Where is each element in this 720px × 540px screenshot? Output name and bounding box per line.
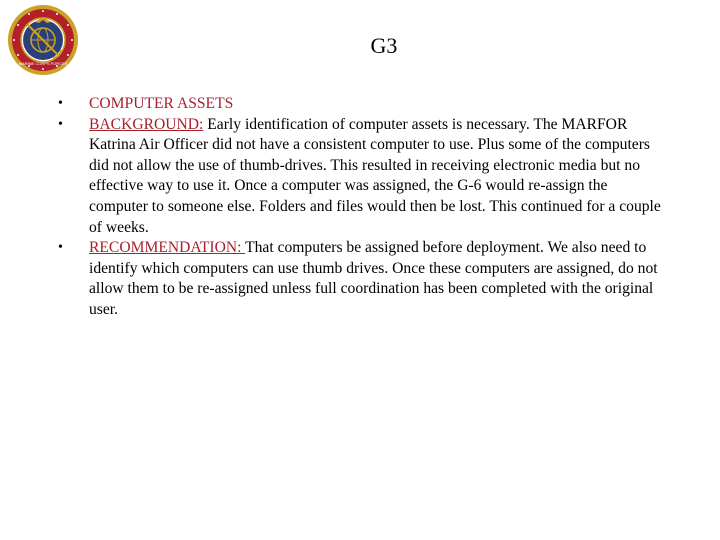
bullet-lead: RECOMMENDATION:	[89, 239, 246, 257]
bullet-item-recommendation	[58, 238, 668, 320]
bullet-dot-icon: •	[58, 240, 63, 256]
bullet-body: That computers be assigned before deployment. We also need to identify which computers can use thumb drives. Once these computers are assigned, do not allow them to be re-assigned unless full coordination has been completed with the original user.	[89, 239, 658, 318]
bullet-lead: COMPUTER ASSETS	[89, 95, 234, 112]
bullet-dot-icon: •	[58, 116, 63, 132]
slide-title: G3	[370, 33, 398, 58]
bullet-dot-icon: •	[58, 96, 63, 111]
bullet-lead: BACKGROUND:	[89, 115, 204, 133]
bullet-item-computer-assets	[58, 94, 668, 115]
bullet-list	[58, 94, 668, 321]
bullet-item-background	[58, 115, 668, 239]
seal-text: MARINE CORPS FORCES	[18, 61, 68, 66]
bullet-body: Early identification of computer assets is necessary. The MARFOR Katrina Air Officer did not have a consistent computer to use. Plus some of the computers did not allow the use of thumb-drives. This resulted in receiving electronic media but no effective way to use it. Once a computer was assigned, the G-6 would re-assign the computer to someone else. Folders and files would then be lost. This continued for a couple of weeks.	[89, 115, 661, 236]
